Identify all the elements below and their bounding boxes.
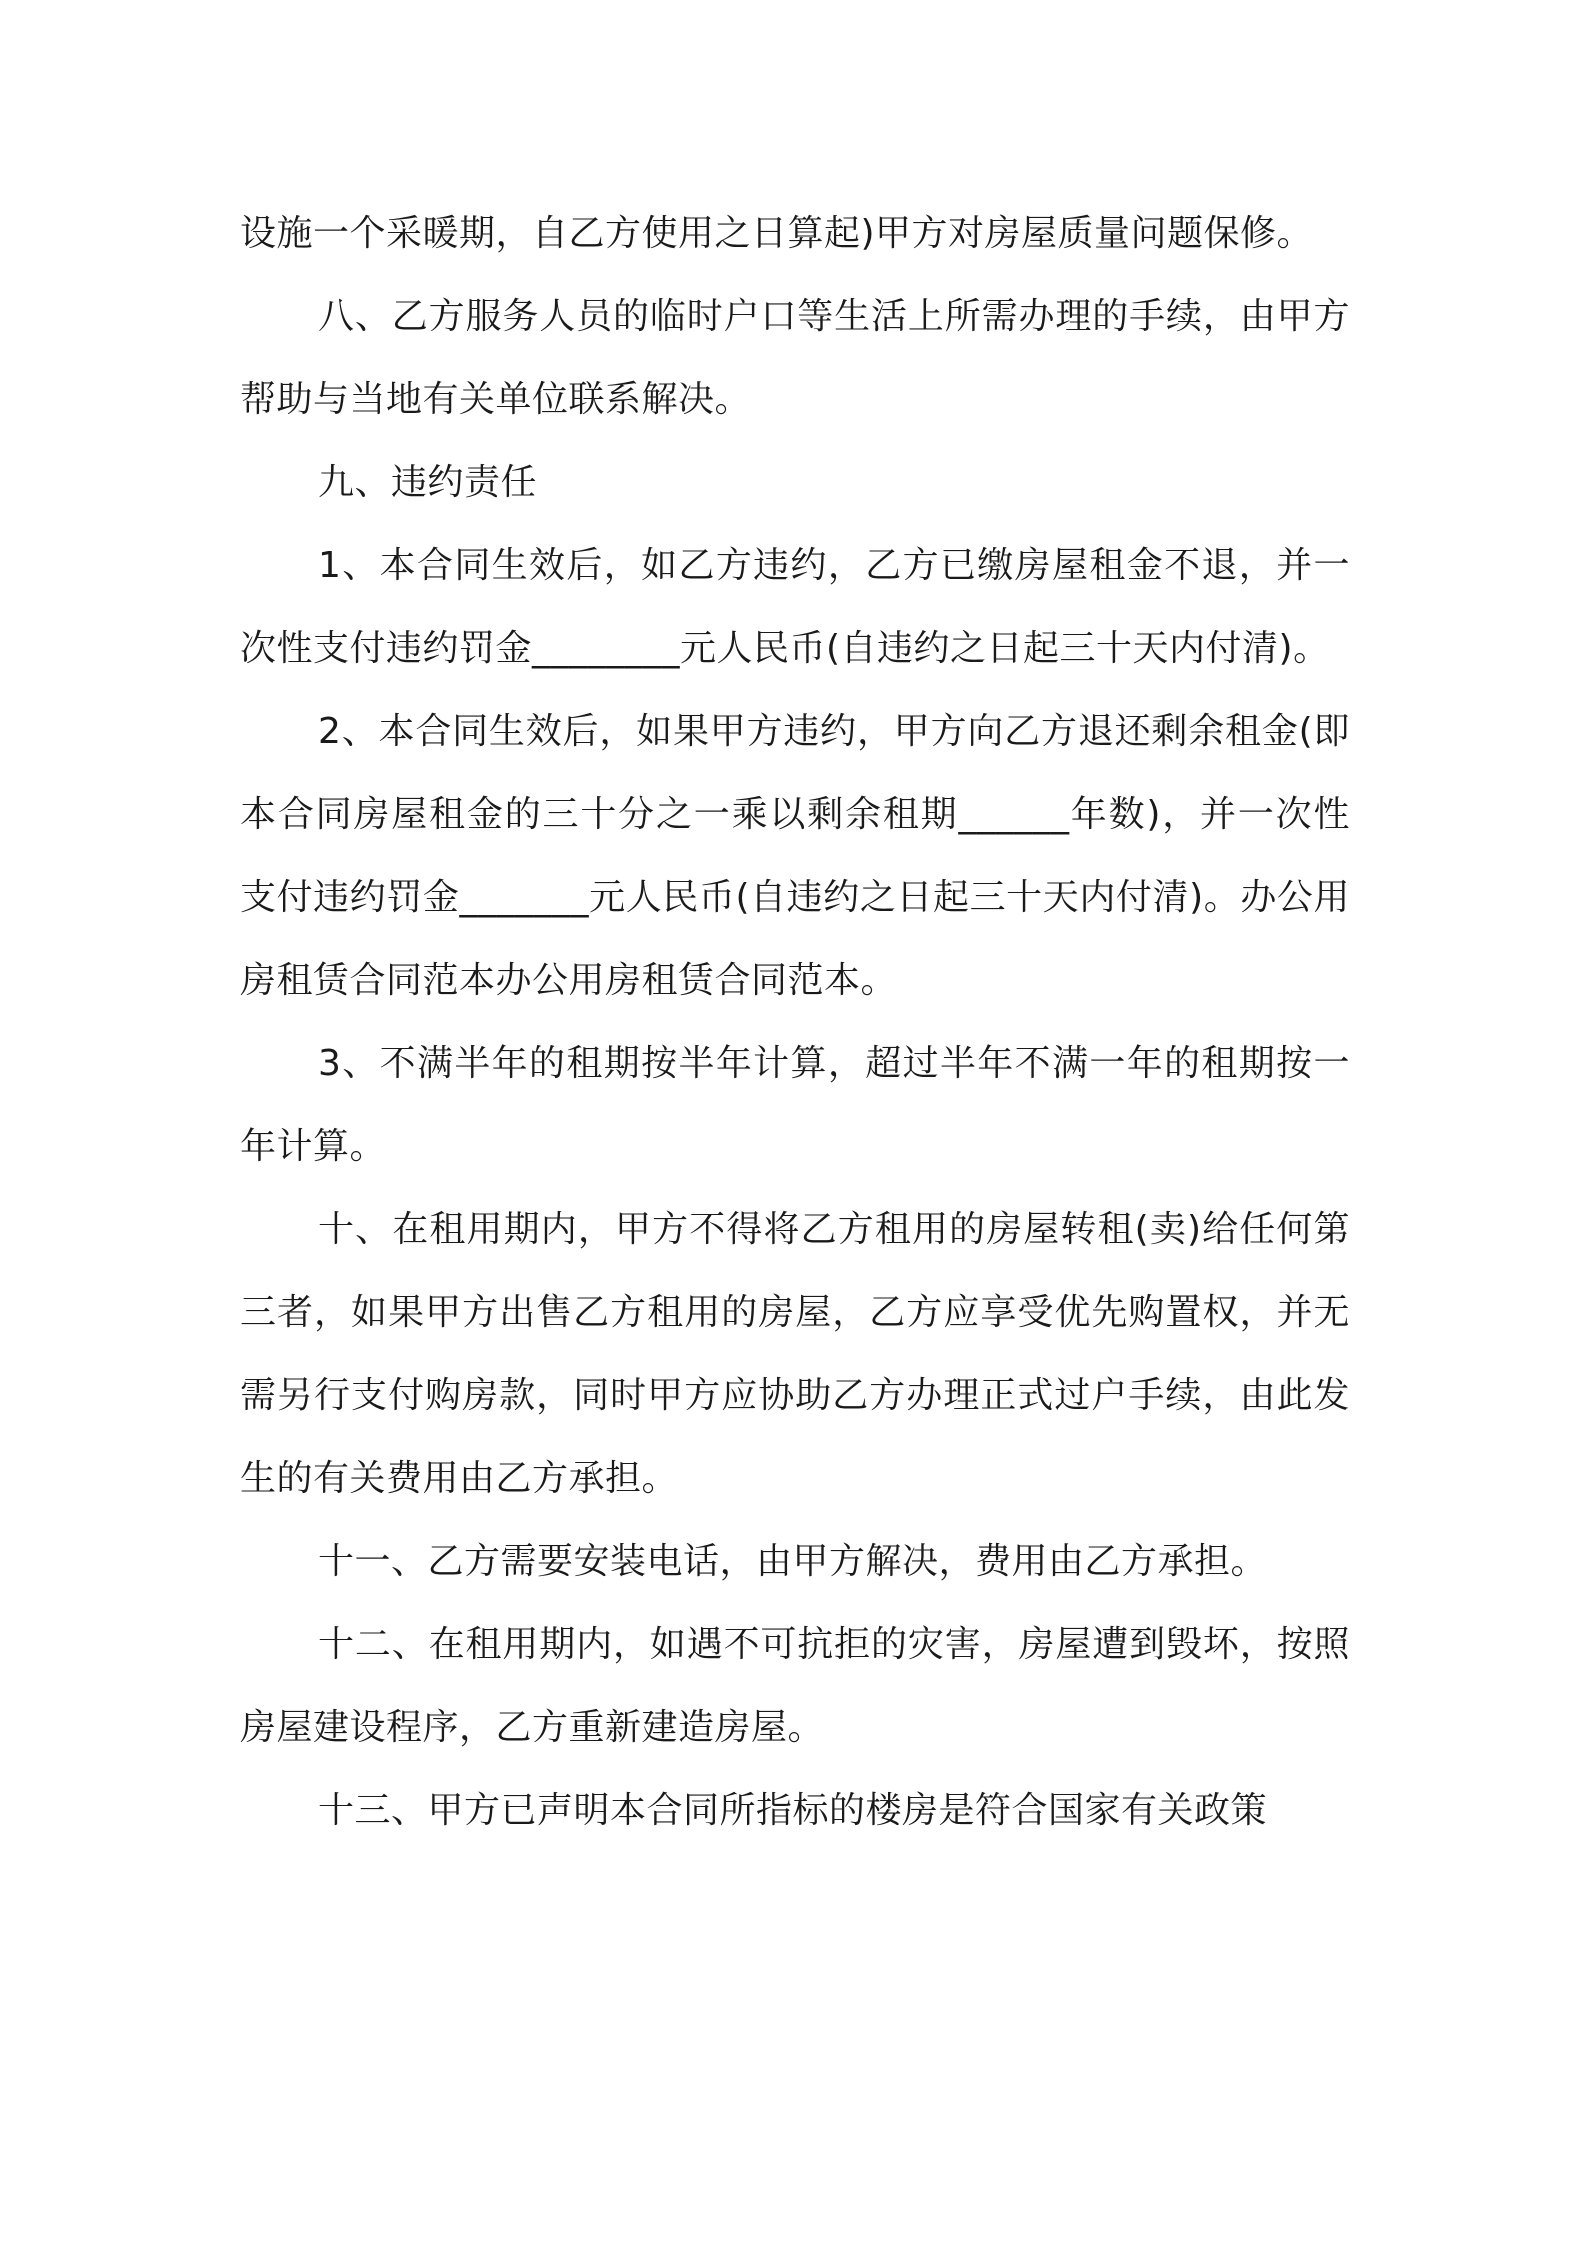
paragraph-clause-8: 八、乙方服务人员的临时户口等生活上所需办理的手续，由甲方帮助与当地有关单位联系解决。: [240, 296, 1350, 420]
paragraph-clause-11: 十一、乙方需要安装电话，由甲方解决，费用由乙方承担。: [318, 1541, 1268, 1582]
paragraph-clause-10: 十、在租用期内，甲方不得将乙方租用的房屋转租(卖)给任何第三者，如果甲方出售乙方租用的房屋，乙方应享受优先购置权，并无需另行支付购房款，同时甲方应协助乙方办理正式过户手续，由此发生的有关费用由乙方承担。: [240, 1209, 1350, 1499]
paragraph-continuation: 设施一个采暖期，自乙方使用之日算起)甲方对房屋质量问题保修。: [240, 213, 1314, 254]
document-body: [240, 192, 1350, 1852]
paragraph-clause-9-1: 1、本合同生效后，如乙方违约，乙方已缴房屋租金不退，并一次性支付违约罚金________元人民币(自违约之日起三十天内付清)。: [240, 545, 1350, 669]
paragraph-clause-13: 十三、甲方已声明本合同所指标的楼房是符合国家有关政策: [318, 1790, 1268, 1831]
section-heading-breach-liability: 九、违约责任: [318, 462, 538, 503]
paragraph-clause-12: 十二、在租用期内，如遇不可抗拒的灾害，房屋遭到毁坏，按照房屋建设程序，乙方重新建造房屋。: [240, 1624, 1350, 1748]
paragraph-clause-9-3: 3、不满半年的租期按半年计算，超过半年不满一年的租期按一年计算。: [240, 1043, 1350, 1167]
paragraph-clause-9-2: 2、本合同生效后，如果甲方违约，甲方向乙方退还剩余租金(即本合同房屋租金的三十分之一乘以剩余租期______年数)，并一次性支付违约罚金_______元人民币(自违约之日起三十天内付清)。办公用房租赁合同范本办公用房租赁合同范本。: [240, 711, 1350, 1001]
